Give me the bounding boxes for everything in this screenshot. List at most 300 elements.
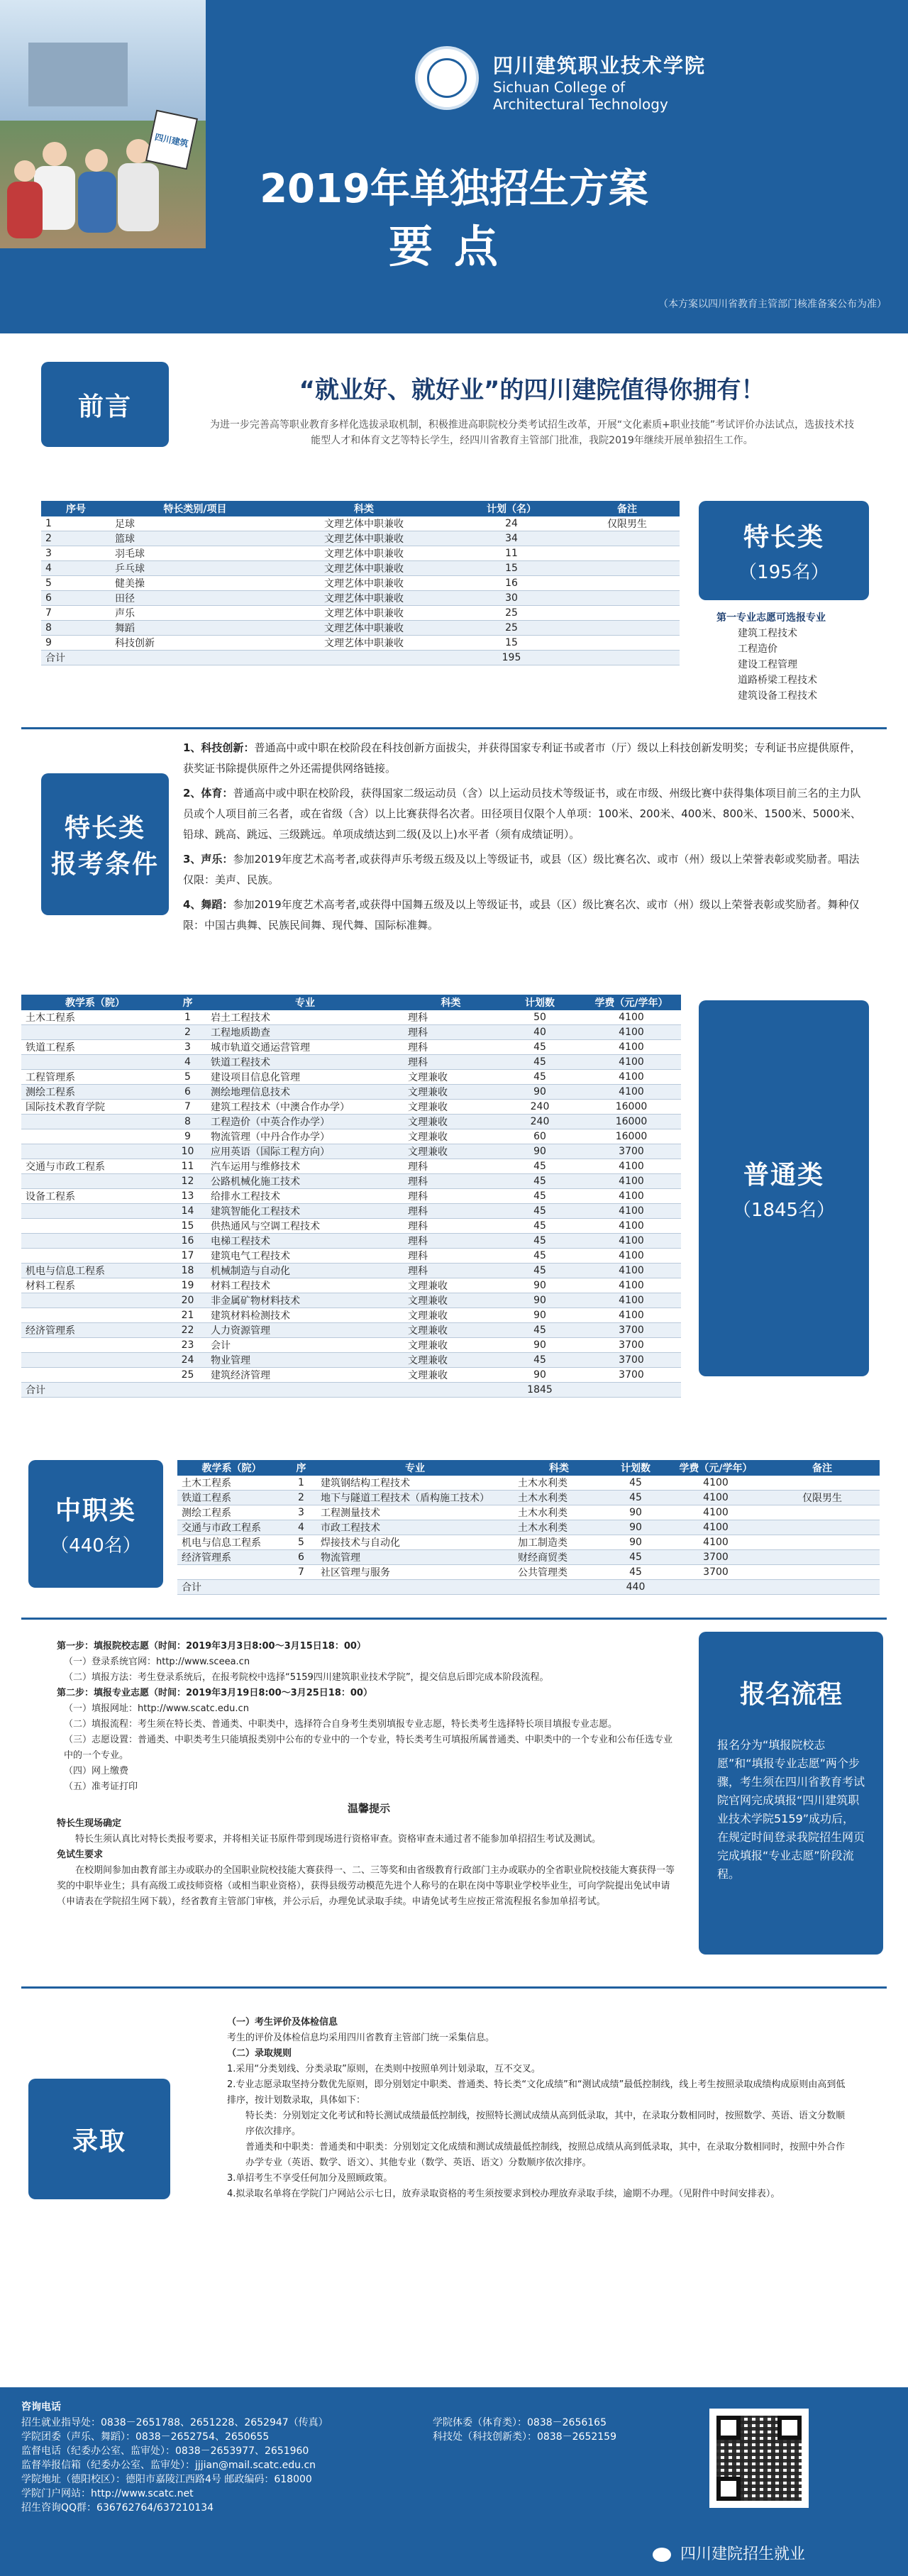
col-header: 序 [169, 995, 206, 1010]
table-cell: 6 [169, 1085, 206, 1100]
table-cell: 供热通风与空调工程技术 [206, 1219, 404, 1234]
table-row [177, 1491, 880, 1505]
admission-h2: （二）录取规则 [227, 2048, 292, 2059]
table-cell [111, 651, 279, 665]
condition-text: 普通高中或中职在校阶段在科技创新方面拔尖，并获得国家专利证书或者市（厅）级以上科技创新发明奖；专利证书应提供原件，获奖证书除提供原件之外还需提供网络链接。 [183, 741, 861, 775]
table-cell: 45 [498, 1174, 582, 1189]
table-row [21, 1010, 681, 1025]
table-cell: 4100 [582, 1264, 681, 1278]
preface-label-text: 前言 [77, 392, 132, 421]
conditions-label [41, 773, 169, 915]
table-cell: 文理兼收 [404, 1353, 498, 1368]
table-cell: 90 [498, 1338, 582, 1353]
table-cell [575, 561, 680, 576]
table-cell: 文理艺体中职兼收 [279, 516, 448, 531]
table-cell [582, 1383, 681, 1398]
table-cell: 材料工程系 [21, 1278, 169, 1293]
tip1-text: 特长生须认真比对特长类报考要求，并将相关证书原件带到现场进行资格审查。资格审查未通过者不能参加单招招生考试及测试。 [75, 1834, 602, 1845]
table-cell [316, 1580, 514, 1595]
table-cell: 测绘工程系 [177, 1505, 286, 1520]
col-header: 专业 [206, 995, 404, 1010]
registration-side-text: 报名分为“填报院校志愿”和“填报专业志愿”两个步骤，考生须在四川省教育考试院官网完成填报“四川建筑职业技术学院5159”成功后，在规定时间登录我院招生网页完成填报“专业志愿”阶段流程。 [717, 1738, 865, 1881]
table-cell: 经济管理系 [177, 1550, 286, 1565]
table-cell: 加工制造类 [514, 1535, 604, 1550]
table-cell: 工程管理系 [21, 1070, 169, 1085]
table-cell: 社区管理与服务 [316, 1565, 514, 1580]
table-cell: 理科 [404, 1040, 498, 1055]
table-cell: 3700 [667, 1550, 765, 1565]
table-cell: 24 [169, 1353, 206, 1368]
col-header: 计划（名） [448, 501, 575, 516]
registration-label: 报名流程 [739, 1680, 842, 1709]
table-cell [575, 591, 680, 606]
table-cell: 岩土工程技术 [206, 1010, 404, 1025]
col-header: 科类 [279, 501, 448, 516]
table-row [41, 636, 680, 651]
special-label [699, 501, 869, 600]
table-cell: 21 [169, 1308, 206, 1323]
table-cell: 合计 [41, 651, 111, 665]
special-majors [716, 610, 865, 704]
table-cell: 文理艺体中职兼收 [279, 546, 448, 561]
table-cell: 90 [604, 1505, 667, 1520]
table-cell: 文理兼收 [404, 1115, 498, 1129]
table-cell [21, 1129, 169, 1144]
table-cell: 16000 [582, 1100, 681, 1115]
table-cell: 90 [498, 1085, 582, 1100]
table-cell: 建筑电气工程技术 [206, 1249, 404, 1264]
table-cell [206, 1383, 404, 1398]
table-cell: 4100 [582, 1040, 681, 1055]
table-cell: 羽毛球 [111, 546, 279, 561]
admission-rule: 特长类：分别划定文化考试和特长测试成绩最低控制线，按照特长测试成绩从高到低录取，其中，在录取分数相同时，按照数学、英语、语文分数顺序依次排序。 [245, 2111, 846, 2137]
table-cell [765, 1550, 880, 1565]
contact-line: 学院地址（德阳校区）：德阳市嘉陵江西路4号 邮政编码：618000 [21, 2474, 312, 2485]
col-header: 序 [286, 1460, 316, 1476]
table-cell: 城市轨道交通运营管理 [206, 1040, 404, 1055]
table-row [177, 1476, 880, 1491]
table-cell: 财经商贸类 [514, 1550, 604, 1565]
table-cell: 足球 [111, 516, 279, 531]
table-cell: 34 [448, 531, 575, 546]
col-header: 科类 [514, 1460, 604, 1476]
table-cell: 45 [498, 1323, 582, 1338]
table-cell: 舞蹈 [111, 621, 279, 636]
col-header: 序号 [41, 501, 111, 516]
table-cell [575, 531, 680, 546]
admission-p1: 考生的评价及体检信息均采用四川省教育主管部门统一采集信息。 [227, 2033, 495, 2043]
table-cell: 22 [169, 1323, 206, 1338]
contact-line: 招生咨询QQ群：636762764/637210134 [21, 2502, 214, 2514]
table-cell [765, 1505, 880, 1520]
table-cell: 4100 [582, 1025, 681, 1040]
table-cell: 23 [169, 1338, 206, 1353]
table-row [21, 1204, 681, 1219]
table-cell: 应用英语（国际工程方向） [206, 1144, 404, 1159]
table-cell: 3700 [582, 1323, 681, 1338]
col-header: 计划数 [498, 995, 582, 1010]
school-name-en-1: Sichuan College of [493, 79, 626, 96]
table-cell: 16 [448, 576, 575, 591]
table-cell: 土木工程系 [177, 1476, 286, 1491]
table-row [177, 1550, 880, 1565]
table-cell: 文理兼收 [404, 1293, 498, 1308]
table-cell: 人力资源管理 [206, 1323, 404, 1338]
major-item: 道路桥梁工程技术 [738, 675, 817, 686]
table-cell: 4100 [667, 1535, 765, 1550]
table-cell: 16000 [582, 1115, 681, 1129]
table-cell: 理科 [404, 1234, 498, 1249]
table-cell [575, 636, 680, 651]
condition-text: 参加2019年度艺术高考者,或获得声乐考级五级及以上等级证书，或县（区）级比赛名次、或市（州）级以上荣誉表彰或奖励者。唱法仅限：美声、民族。 [183, 853, 860, 886]
table-cell: 16 [169, 1234, 206, 1249]
admission-label [28, 2079, 170, 2199]
table-cell: 土木水利类 [514, 1491, 604, 1505]
table-cell: 理科 [404, 1264, 498, 1278]
table-cell: 240 [498, 1100, 582, 1115]
table-cell: 1 [169, 1010, 206, 1025]
table-cell: 文理兼收 [404, 1144, 498, 1159]
table-cell: 10 [169, 1144, 206, 1159]
table-cell: 理科 [404, 1010, 498, 1025]
table-cell: 交通与市政工程系 [177, 1520, 286, 1535]
table-cell: 篮球 [111, 531, 279, 546]
table-row [21, 1189, 681, 1204]
table-cell: 4 [286, 1520, 316, 1535]
table-cell: 土木水利类 [514, 1520, 604, 1535]
table-cell: 4100 [582, 1234, 681, 1249]
table-row [41, 591, 680, 606]
table-cell: 90 [604, 1520, 667, 1535]
page-subtitle: 要点 [388, 221, 519, 272]
table-cell: 90 [498, 1278, 582, 1293]
table-cell [21, 1204, 169, 1219]
table-total-row [177, 1580, 880, 1595]
table-cell: 机械制造与自动化 [206, 1264, 404, 1278]
general-count: （1845名） [732, 1200, 836, 1221]
wechat-account [653, 2542, 805, 2564]
table-cell: 4100 [667, 1491, 765, 1505]
table-cell: 国际技术教育学院 [21, 1100, 169, 1115]
table-cell: 45 [498, 1159, 582, 1174]
contact-title: 咨询电话 [21, 2401, 61, 2413]
table-cell: 45 [604, 1476, 667, 1491]
table-cell: 90 [498, 1308, 582, 1323]
wechat-icon [653, 2548, 671, 2562]
table-cell: 建筑工程技术（中澳合作办学） [206, 1100, 404, 1115]
step2-item: （三）志愿设置：普通类、中职类考生只能填报类别中公布的专业中的一个专业，特长类考生可填报所属普通类、中职类中的一个专业和公布任选专业中的一个专业。 [64, 1735, 673, 1761]
table-cell: 15 [448, 561, 575, 576]
table-cell: 土木工程系 [21, 1010, 169, 1025]
table-cell [765, 1520, 880, 1535]
table-cell: 文理兼收 [404, 1278, 498, 1293]
table-cell: 4100 [582, 1189, 681, 1204]
table-cell [21, 1353, 169, 1368]
table-cell: 给排水工程技术 [206, 1189, 404, 1204]
table-cell [514, 1580, 604, 1595]
table-cell: 仅限男生 [765, 1491, 880, 1505]
table-cell: 公路机械化施工技术 [206, 1174, 404, 1189]
photo-sign-text: 四川建筑 [153, 131, 189, 149]
table-cell: 文理艺体中职兼收 [279, 621, 448, 636]
table-row [41, 516, 680, 531]
table-cell: 60 [498, 1129, 582, 1144]
table-cell: 建筑经济管理 [206, 1368, 404, 1383]
step1-title: 第一步：填报院校志愿（时间：2019年3月3日8:00～3月15日18：00） [57, 1641, 366, 1652]
contact-line: 科技处（科技创新类）：0838－2652159 [433, 2431, 616, 2443]
table-cell: 1 [41, 516, 111, 531]
condition-text: 参加2019年度艺术高考者,或获得中国舞五级及以上等级证书，或县（区）级比赛名次、或市（州）级以上荣誉表彰或奖励者。舞种仅限：中国古典舞、民族民间舞、现代舞、国际标准舞。 [183, 898, 860, 932]
table-row [41, 531, 680, 546]
col-header: 备注 [575, 501, 680, 516]
table-cell: 90 [498, 1293, 582, 1308]
table-cell [21, 1174, 169, 1189]
table-row [21, 1264, 681, 1278]
tips-title: 温馨提示 [347, 1802, 390, 1815]
table-cell: 合计 [21, 1383, 169, 1398]
condition-title: 4、舞蹈： [183, 898, 233, 911]
admission-rule: 1.采用“分类划线、分类录取”原则，在类则中按照单列计划录取，互不交叉。 [227, 2064, 541, 2074]
condition-title: 1、科技创新： [183, 741, 255, 754]
major-item: 建筑设备工程技术 [738, 690, 817, 702]
table-cell: 90 [498, 1368, 582, 1383]
table-cell: 4100 [582, 1085, 681, 1100]
table-cell [765, 1476, 880, 1491]
step2-item: （四）网上缴费 [64, 1766, 129, 1776]
table-cell: 工程造价（中英合作办学） [206, 1115, 404, 1129]
table-cell: 45 [498, 1040, 582, 1055]
table-cell: 文理艺体中职兼收 [279, 561, 448, 576]
table-cell [765, 1535, 880, 1550]
preface-slogan: “就业好、就好业”的四川建院值得你拥有！ [299, 376, 765, 404]
table-row [21, 1293, 681, 1308]
table-row [21, 1174, 681, 1189]
table-row [177, 1505, 880, 1520]
col-header: 教学系（院） [21, 995, 169, 1010]
table-cell [177, 1565, 286, 1580]
table-cell: 30 [448, 591, 575, 606]
table-cell: 铁道工程系 [177, 1491, 286, 1505]
table-cell: 2 [286, 1491, 316, 1505]
table-cell: 4100 [582, 1278, 681, 1293]
vocational-count: （440名） [50, 1535, 141, 1557]
conditions-label-1: 特长类 [64, 814, 145, 843]
table-row [177, 1565, 880, 1580]
table-total-row [21, 1383, 681, 1398]
table-cell: 15 [169, 1219, 206, 1234]
table-cell: 6 [41, 591, 111, 606]
table-cell: 文理艺体中职兼收 [279, 576, 448, 591]
table-cell: 4100 [667, 1476, 765, 1491]
table-cell: 195 [448, 651, 575, 665]
table-cell: 机电与信息工程系 [21, 1264, 169, 1278]
table-cell: 理科 [404, 1219, 498, 1234]
table-cell: 工程测量技术 [316, 1505, 514, 1520]
table-row [21, 1338, 681, 1353]
table-cell: 3 [41, 546, 111, 561]
table-cell [21, 1234, 169, 1249]
step2-item: （一）填报网址：http://www.scatc.edu.cn [64, 1703, 249, 1714]
contact-line: 监督电话（纪委办公室、监审处）：0838－2653977、2651960 [21, 2445, 309, 2457]
divider [21, 1618, 887, 1620]
table-cell: 17 [169, 1249, 206, 1264]
table-cell: 仅限男生 [575, 516, 680, 531]
table-cell: 文理兼收 [404, 1129, 498, 1144]
table-cell: 45 [498, 1070, 582, 1085]
table-cell: 测绘工程系 [21, 1085, 169, 1100]
school-emblem-icon [415, 46, 479, 110]
table-cell: 文理兼收 [404, 1085, 498, 1100]
table-row [21, 1040, 681, 1055]
major-item: 建设工程管理 [738, 659, 797, 670]
table-cell: 12 [169, 1174, 206, 1189]
special-table [41, 501, 680, 665]
table-cell: 汽车运用与维修技术 [206, 1159, 404, 1174]
table-row [177, 1520, 880, 1535]
table-cell: 健美操 [111, 576, 279, 591]
admission-text [227, 2015, 851, 2202]
table-row [21, 1055, 681, 1070]
table-cell: 3700 [582, 1144, 681, 1159]
table-cell: 交通与市政工程系 [21, 1159, 169, 1174]
table-total-row [41, 651, 680, 665]
table-cell: 建设项目信息化管理 [206, 1070, 404, 1085]
divider [21, 1986, 887, 1989]
table-cell: 建筑材料检测技术 [206, 1308, 404, 1323]
table-cell: 6 [286, 1550, 316, 1565]
col-header: 备注 [765, 1460, 880, 1476]
table-row [21, 1144, 681, 1159]
table-cell: 文理兼收 [404, 1323, 498, 1338]
wechat-name: 四川建院招生就业 [680, 2545, 806, 2563]
table-cell: 19 [169, 1278, 206, 1293]
table-cell: 45 [498, 1189, 582, 1204]
table-cell: 45 [498, 1264, 582, 1278]
approval-note: （本方案以四川省教育主管部门核准备案公布为准） [658, 299, 887, 310]
table-cell: 会计 [206, 1338, 404, 1353]
table-cell: 经济管理系 [21, 1323, 169, 1338]
table-cell [575, 606, 680, 621]
table-cell: 45 [604, 1491, 667, 1505]
table-cell: 理科 [404, 1174, 498, 1189]
table-cell [575, 576, 680, 591]
table-row [41, 621, 680, 636]
table-cell: 14 [169, 1204, 206, 1219]
table-row [21, 1368, 681, 1383]
table-cell: 文理兼收 [404, 1100, 498, 1115]
table-cell: 理科 [404, 1249, 498, 1264]
admission-rule: 普通类和中职类：普通类和中职类：分别划定文化成绩和测试成绩最低控制线，按照总成绩从高到低录取，其中，在录取分数相同时，按照中外合作办学专业（英语、数学、语文）、其他专业（数学、英语、语文）分数顺序依次排序。 [245, 2142, 846, 2168]
step1-item: （二）填报方法：考生登录系统后，在报考院校中选择“5159四川建筑职业技术学院”，提交信息后即完成本阶段流程。 [64, 1672, 549, 1683]
table-cell: 电梯工程技术 [206, 1234, 404, 1249]
special-table-header [41, 501, 680, 516]
table-cell: 20 [169, 1293, 206, 1308]
table-row [21, 1234, 681, 1249]
table-cell: 市政工程技术 [316, 1520, 514, 1535]
table-cell: 地下与隧道工程技术（盾构施工技术） [316, 1491, 514, 1505]
table-cell: 240 [498, 1115, 582, 1129]
table-cell: 8 [41, 621, 111, 636]
table-cell: 4 [169, 1055, 206, 1070]
table-cell: 理科 [404, 1159, 498, 1174]
table-cell [765, 1580, 880, 1595]
contact-line: 学院体委（体育类）：0838－2656165 [433, 2417, 607, 2428]
special-majors-title: 第一专业志愿可选报专业 [716, 612, 826, 624]
table-cell [575, 546, 680, 561]
table-cell: 440 [604, 1580, 667, 1595]
table-cell: 45 [498, 1234, 582, 1249]
table-row [21, 1353, 681, 1368]
table-cell: 25 [169, 1368, 206, 1383]
admission-rule: 2.专业志愿录取坚持分数优先原则，即分别划定中职类、普通类、特长类“文化成绩”和“测试成绩”最低控制线，线上考生按照录取成绩构成原则由高到低排序，按计划数录取，具体如下： [227, 2079, 846, 2106]
table-cell: 4 [41, 561, 111, 576]
table-cell: 8 [169, 1115, 206, 1129]
col-header: 科类 [404, 995, 498, 1010]
table-cell: 4100 [582, 1219, 681, 1234]
table-cell: 45 [604, 1550, 667, 1565]
table-cell [21, 1308, 169, 1323]
header-banner [0, 0, 908, 333]
col-header: 专业 [316, 1460, 514, 1476]
table-cell: 科技创新 [111, 636, 279, 651]
general-label [699, 1000, 869, 1376]
table-cell: 11 [169, 1159, 206, 1174]
table-cell: 25 [448, 621, 575, 636]
vocational-table-header [177, 1460, 880, 1476]
conditions-text [183, 738, 864, 936]
table-cell: 4100 [582, 1293, 681, 1308]
table-cell: 3 [169, 1040, 206, 1055]
table-cell [21, 1144, 169, 1159]
vocational-label-text: 中职类 [55, 1496, 136, 1525]
tip2-text: 在校期间参加由教育部主办或联办的全国职业院校技能大赛获得一、二、三等奖和由省级教育行政部门主办或联办的全省职业院校技能大赛获得一等奖的中职毕业生；具有高级工或技师资格（或相当职业资格），获得县级劳动模范先进个人称号的在职在岗中等职业学校毕业生，可向学院提出免试申请（申请表在学院招生网下载），经省教育主管部门审核，并公示后，办理免试录取手续。申请免试考生应按正常流程报名参加单招考试。 [57, 1865, 675, 1907]
general-label-text: 普通类 [743, 1161, 824, 1190]
table-cell [765, 1565, 880, 1580]
step2-title: 第二步：填报专业志愿（时间：2019年3月19日8:00～3月25日18：00） [57, 1688, 372, 1698]
table-cell: 45 [498, 1055, 582, 1070]
table-cell [575, 651, 680, 665]
table-cell: 物流管理（中丹合作办学） [206, 1129, 404, 1144]
table-cell [279, 651, 448, 665]
table-cell: 1845 [498, 1383, 582, 1398]
admission-h1: （一）考生评价及体检信息 [227, 2017, 338, 2028]
major-item: 工程造价 [738, 643, 777, 655]
table-row [21, 1100, 681, 1115]
condition-title: 3、声乐： [183, 853, 233, 866]
table-cell: 25 [448, 606, 575, 621]
table-row [21, 1070, 681, 1085]
table-cell: 5 [41, 576, 111, 591]
table-cell: 7 [286, 1565, 316, 1580]
table-row [21, 1308, 681, 1323]
table-cell: 9 [41, 636, 111, 651]
table-cell: 理科 [404, 1025, 498, 1040]
table-row [21, 1323, 681, 1338]
table-cell: 18 [169, 1264, 206, 1278]
special-label-text: 特长类 [743, 523, 824, 552]
table-cell: 公共管理类 [514, 1565, 604, 1580]
table-cell: 建筑钢结构工程技术 [316, 1476, 514, 1491]
conditions-label-2: 报考条件 [50, 850, 159, 879]
table-cell: 文理艺体中职兼收 [279, 606, 448, 621]
table-cell [21, 1338, 169, 1353]
table-cell: 45 [498, 1204, 582, 1219]
table-row [21, 1129, 681, 1144]
table-cell: 3700 [667, 1565, 765, 1580]
table-cell: 5 [169, 1070, 206, 1085]
table-cell: 4100 [582, 1174, 681, 1189]
school-name-en-2: Architectural Technology [493, 96, 668, 113]
